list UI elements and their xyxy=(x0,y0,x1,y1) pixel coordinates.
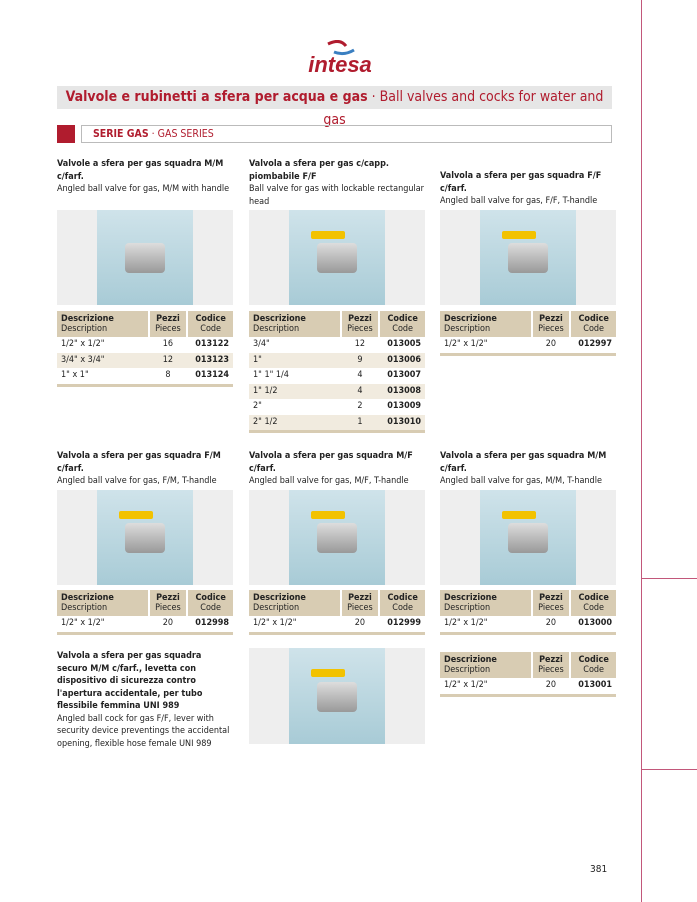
product-title-it: Valvola a sfera per gas squadra M/F c/farf. xyxy=(249,451,413,474)
table-row xyxy=(249,415,425,432)
header-code-en: Code xyxy=(200,324,222,334)
valve-image xyxy=(317,243,357,273)
header-pcs-it: Pezzi xyxy=(156,314,180,324)
table-row xyxy=(440,678,616,695)
yellow-handle xyxy=(311,231,345,239)
table-row xyxy=(57,337,233,353)
banner-sep: · xyxy=(367,89,380,105)
table-row xyxy=(440,616,616,633)
series-marker xyxy=(57,125,75,143)
header-pcs-it: Pezzi xyxy=(539,655,563,665)
header-pcs-en: Pieces xyxy=(155,324,181,334)
series-it: SERIE GAS xyxy=(93,128,149,140)
header-desc-it: Descrizione xyxy=(444,655,497,665)
product-table xyxy=(440,652,616,697)
series-sep: · xyxy=(148,128,158,140)
product-table xyxy=(440,590,616,635)
product-title-it: Valvola a sfera per gas squadra F/M c/farf. xyxy=(57,451,221,474)
cell-pieces: 20 xyxy=(162,618,174,628)
yellow-handle xyxy=(119,511,153,519)
table-header xyxy=(440,590,616,616)
valve-image xyxy=(125,243,165,273)
table-row xyxy=(249,337,425,353)
product-title-it: Valvola a sfera per gas c/capp. piombabile F/F xyxy=(249,159,389,182)
header-pcs-it: Pezzi xyxy=(156,593,180,603)
header-pcs-it: Pezzi xyxy=(348,314,372,324)
header-pcs-en: Pieces xyxy=(347,324,373,334)
cell-code: 013006 xyxy=(379,353,425,369)
header-desc-en: Description xyxy=(444,603,491,613)
valve-image xyxy=(508,243,548,273)
product-photo xyxy=(57,490,233,585)
series-en: GAS SERIES xyxy=(157,128,214,140)
cell-description: 1/2" x 1/2" xyxy=(444,339,488,349)
product-title-en: Angled ball valve for gas, F/F, T-handle xyxy=(440,196,598,206)
cell-description: 1/2" x 1/2" xyxy=(253,618,297,628)
cell-pieces: 20 xyxy=(545,339,557,349)
header-desc-en: Description xyxy=(253,324,300,334)
header-desc-it: Descrizione xyxy=(61,314,114,324)
header-pcs-en: Pieces xyxy=(155,603,181,613)
header-code-en: Code xyxy=(583,665,605,675)
table-row xyxy=(249,368,425,384)
cell-description: 1" xyxy=(249,353,341,369)
product-photo xyxy=(249,648,425,744)
header-code-en: Code xyxy=(392,603,414,613)
product-table xyxy=(57,311,233,387)
yellow-handle xyxy=(502,231,536,239)
cell-code: 013007 xyxy=(387,370,421,380)
product-title-it: Valvola a sfera per gas squadra M/M c/farf. xyxy=(440,451,607,474)
yellow-handle xyxy=(311,669,345,677)
header-desc-en: Description xyxy=(253,603,300,613)
cell-description: 3/4" x 3/4" xyxy=(57,353,149,369)
table-header xyxy=(249,311,425,337)
product-table xyxy=(440,311,616,356)
cell-code: 013000 xyxy=(578,618,612,628)
cell-description: 2" xyxy=(253,401,262,411)
cell-pieces: 9 xyxy=(341,353,380,369)
product-title-en: Angled ball valve for gas, M/M, T-handle xyxy=(440,476,602,486)
section-tab xyxy=(641,578,697,770)
cell-code: 013124 xyxy=(195,370,229,380)
cell-pieces: 16 xyxy=(162,339,174,349)
header-pcs-it: Pezzi xyxy=(348,593,372,603)
yellow-handle xyxy=(502,511,536,519)
product-table xyxy=(249,590,425,635)
product-description xyxy=(440,450,616,488)
header-desc-en: Description xyxy=(444,665,491,675)
cell-pieces: 20 xyxy=(545,618,557,628)
product-title-en: Angled ball valve for gas, M/M with handle xyxy=(57,184,230,194)
header-code-it: Codice xyxy=(387,593,418,603)
cell-description: 1/2" x 1/2" xyxy=(61,339,105,349)
cell-pieces: 8 xyxy=(165,370,171,380)
cell-code: 013122 xyxy=(195,339,229,349)
header-desc-en: Description xyxy=(61,603,108,613)
page-banner xyxy=(57,86,612,128)
cell-pieces: 20 xyxy=(354,618,366,628)
product-description xyxy=(249,158,425,208)
cell-pieces: 4 xyxy=(357,370,363,380)
header-code-it: Codice xyxy=(195,314,226,324)
header-desc-en: Description xyxy=(61,324,108,334)
product-photo xyxy=(440,490,616,585)
table-header xyxy=(440,652,616,678)
header-desc-it: Descrizione xyxy=(61,593,114,603)
product-description xyxy=(57,450,233,488)
cell-code: 012999 xyxy=(387,618,421,628)
cell-pieces: 12 xyxy=(354,339,366,349)
header-code-en: Code xyxy=(583,324,605,334)
cell-code: 013001 xyxy=(578,680,612,690)
cell-description: 1" 1/2 xyxy=(249,384,341,400)
table-row xyxy=(57,616,233,633)
cell-description: 1/2" x 1/2" xyxy=(444,680,488,690)
product-photo xyxy=(249,490,425,585)
yellow-handle xyxy=(311,511,345,519)
table-row xyxy=(249,353,425,369)
cell-description: 2" 1/2 xyxy=(249,415,341,432)
header-code-en: Code xyxy=(392,324,414,334)
valve-image xyxy=(508,523,548,553)
cell-code: 012998 xyxy=(195,618,229,628)
table-header xyxy=(57,590,233,616)
table-row xyxy=(249,399,425,415)
cell-pieces: 20 xyxy=(545,680,557,690)
cell-code: 013008 xyxy=(379,384,425,400)
cell-pieces: 2 xyxy=(357,401,363,411)
product-description xyxy=(249,450,425,488)
product-title-it: Valvola a sfera per gas squadra securo M/M c/farf., levetta con dispositivo di sicurezza contro l'apertura accidentale, per tubo flessibile femmina UNI 989 xyxy=(57,651,203,711)
product-description xyxy=(57,158,233,196)
header-code-it: Codice xyxy=(387,314,418,324)
table-row xyxy=(57,353,233,369)
product-table xyxy=(249,311,425,433)
header-code-en: Code xyxy=(583,603,605,613)
product-title-en: Angled ball valve for gas, M/F, T-handle xyxy=(249,476,409,486)
header-pcs-en: Pieces xyxy=(538,665,564,675)
cell-description: 1" 1" 1/4 xyxy=(253,370,289,380)
header-desc-it: Descrizione xyxy=(444,593,497,603)
header-pcs-it: Pezzi xyxy=(539,593,563,603)
cell-pieces: 4 xyxy=(341,384,380,400)
header-code-en: Code xyxy=(200,603,222,613)
header-code-it: Codice xyxy=(195,593,226,603)
cell-description: 1" x 1" xyxy=(61,370,89,380)
header-desc-en: Description xyxy=(444,324,491,334)
product-title-en: Ball valve for gas with lockable rectangular head xyxy=(249,184,425,207)
header-pcs-it: Pezzi xyxy=(539,314,563,324)
header-code-it: Codice xyxy=(578,314,609,324)
cell-description: 1/2" x 1/2" xyxy=(61,618,105,628)
header-code-it: Codice xyxy=(578,593,609,603)
header-pcs-en: Pieces xyxy=(538,324,564,334)
cell-description: 1/2" x 1/2" xyxy=(444,618,488,628)
cell-code: 012997 xyxy=(578,339,612,349)
brand-name: intesa xyxy=(308,52,372,77)
table-row xyxy=(57,368,233,385)
cell-pieces: 12 xyxy=(149,353,188,369)
table-row xyxy=(249,384,425,400)
product-photo xyxy=(440,210,616,305)
banner-en: Ball valves and cocks for water and gas xyxy=(323,89,604,128)
header-desc-it: Descrizione xyxy=(444,314,497,324)
cell-code: 013010 xyxy=(379,415,425,432)
table-header xyxy=(440,311,616,337)
series-heading xyxy=(81,125,612,143)
product-description xyxy=(57,650,233,750)
cell-pieces: 1 xyxy=(341,415,380,432)
page-number: 381 xyxy=(590,864,608,875)
product-title-it: Valvola a sfera per gas squadra F/F c/farf. xyxy=(440,171,602,194)
product-table xyxy=(57,590,233,635)
banner-it: Valvole e rubinetti a sfera per acqua e gas xyxy=(65,89,368,105)
product-description xyxy=(440,170,616,208)
table-row xyxy=(440,337,616,354)
header-desc-it: Descrizione xyxy=(253,593,306,603)
header-code-it: Codice xyxy=(578,655,609,665)
product-title-it: Valvole a sfera per gas squadra M/M c/farf. xyxy=(57,159,224,182)
cell-code: 013005 xyxy=(387,339,421,349)
table-row xyxy=(249,616,425,633)
product-title-en: Angled ball valve for gas, F/M, T-handle xyxy=(57,476,217,486)
header-pcs-en: Pieces xyxy=(538,603,564,613)
valve-image xyxy=(317,523,357,553)
cell-code: 013009 xyxy=(387,401,421,411)
header-pcs-en: Pieces xyxy=(347,603,373,613)
product-photo xyxy=(249,210,425,305)
table-header xyxy=(249,590,425,616)
cell-description: 3/4" xyxy=(253,339,270,349)
product-title-en: Angled ball cock for gas F/F, lever with security device preventings the accidental opening, flexible hose female UNI 989 xyxy=(57,713,230,749)
brand-logo xyxy=(300,40,380,80)
cell-code: 013123 xyxy=(187,353,233,369)
valve-image xyxy=(317,682,357,712)
valve-image xyxy=(125,523,165,553)
header-desc-it: Descrizione xyxy=(253,314,306,324)
product-photo xyxy=(57,210,233,305)
table-header xyxy=(57,311,233,337)
